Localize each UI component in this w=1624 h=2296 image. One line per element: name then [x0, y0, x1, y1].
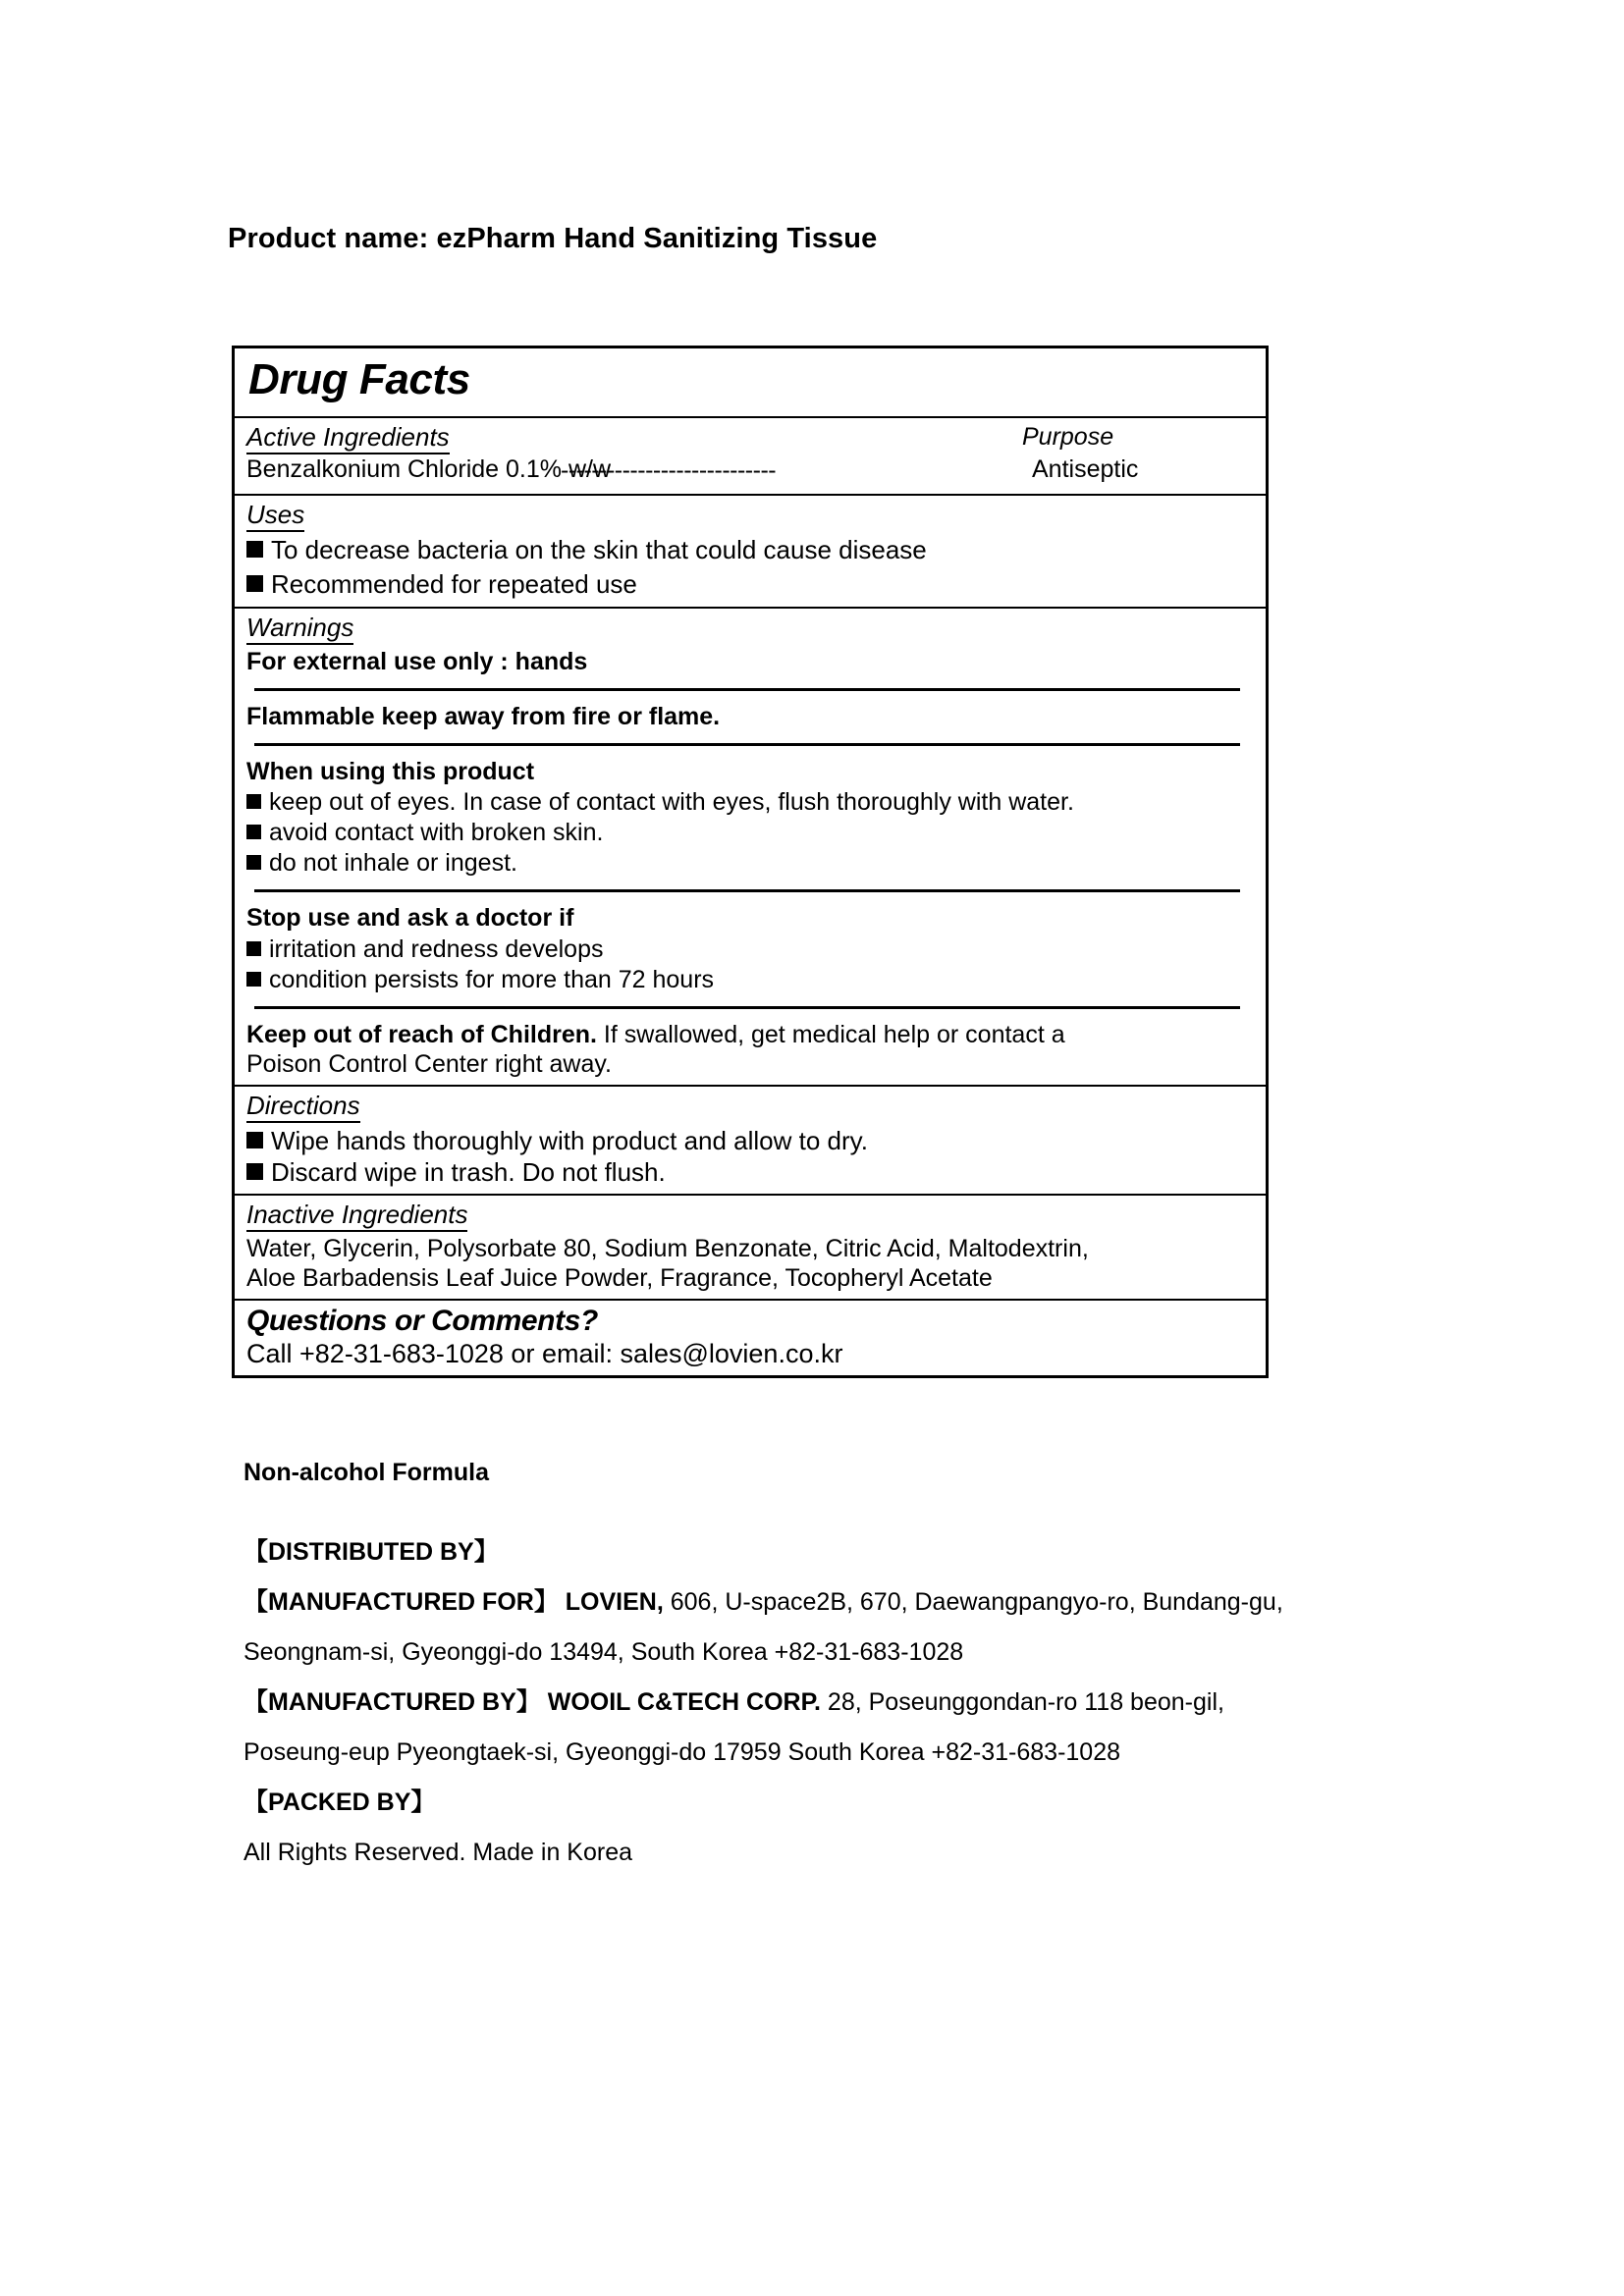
packed-by-label: 【PACKED BY】	[244, 1789, 436, 1816]
active-ingredients-heading-row	[246, 422, 1254, 455]
active-ingredients-value-row	[246, 455, 1254, 488]
keep-out-of-reach-line1	[246, 1020, 1254, 1049]
warnings-divider	[254, 1006, 1240, 1009]
when-using-item-text: avoid contact with broken skin.	[269, 819, 604, 847]
bullet-square-icon	[246, 825, 261, 839]
questions-section	[235, 1301, 1266, 1375]
inactive-ingredients-line: Water, Glycerin, Polysorbate 80, Sodium Benzonate, Citric Acid, Maltodextrin,	[246, 1235, 1089, 1263]
manufactured-by-address-line2: Poseung-eup Pyeongtaek-si, Gyeonggi-do 17959 South Korea +82-31-683-1028	[244, 1738, 1121, 1766]
keep-out-of-reach-bold-lead: Keep out of reach of Children.	[246, 1020, 597, 1048]
directions-item	[246, 1125, 1254, 1156]
warnings-divider	[254, 688, 1240, 691]
manufactured-for-address-line2: Seongnam-si, Gyeonggi-do 13494, South Korea +82-31-683-1028	[244, 1638, 964, 1666]
stop-use-item-text: irritation and redness develops	[269, 934, 604, 963]
uses-section	[235, 496, 1266, 609]
when-using-heading: When using this product	[246, 758, 535, 786]
bullet-square-icon	[246, 1163, 263, 1180]
drug-facts-title-section	[235, 348, 1266, 418]
active-ingredients-heading-wrap	[246, 422, 450, 456]
directions-heading-wrap	[246, 1091, 1254, 1125]
stop-use-heading: Stop use and ask a doctor if	[246, 904, 574, 933]
non-alcohol-formula-note: Non-alcohol Formula	[244, 1459, 489, 1486]
product-name-heading: Product name: ezPharm Hand Sanitizing Tissue	[228, 223, 878, 254]
bullet-square-icon	[246, 1132, 263, 1148]
inactive-ingredients-heading-wrap	[246, 1200, 1254, 1234]
bullet-square-icon	[246, 541, 263, 558]
warnings-heading: Warnings	[246, 613, 353, 645]
inactive-ingredients-line: Aloe Barbadensis Leaf Juice Powder, Fragrance, Tocopheryl Acetate	[246, 1264, 993, 1293]
bullet-square-icon	[246, 972, 261, 987]
bullet-square-icon	[246, 575, 263, 592]
distributed-by-label: 【DISTRIBUTED BY】	[244, 1538, 499, 1566]
when-using-item-text: do not inhale or ingest.	[269, 849, 517, 878]
drug-facts-panel	[232, 346, 1269, 1378]
uses-heading: Uses	[246, 500, 304, 532]
bullet-square-icon	[246, 941, 261, 956]
warning-external-use: For external use only : hands	[246, 647, 588, 675]
when-using-item	[246, 818, 1254, 848]
active-ingredient-purpose: Antiseptic	[1032, 454, 1139, 483]
uses-list-item	[246, 534, 1254, 565]
manufactured-by-label: 【MANUFACTURED BY】 WOOIL C&TECH CORP.	[244, 1688, 821, 1716]
manufactured-by-line	[244, 1690, 1422, 1715]
stop-use-item	[246, 965, 1254, 995]
questions-contact: Call +82-31-683-1028 or email: sales@lovien.co.kr	[246, 1339, 843, 1369]
when-using-item	[246, 848, 1254, 879]
directions-item-text: Discard wipe in trash. Do not flush.	[271, 1157, 666, 1188]
warnings-heading-wrap	[246, 613, 1254, 647]
directions-item	[246, 1156, 1254, 1188]
packed-by-line	[244, 1790, 1422, 1815]
directions-item-text: Wipe hands thoroughly with product and allow to dry.	[271, 1125, 868, 1155]
manufactured-for-address: 606, U-space2B, 670, Daewangpangyo-ro, Bundang-gu,	[663, 1588, 1283, 1616]
purpose-heading: Purpose	[1022, 422, 1114, 451]
active-ingredient-name: Benzalkonium Chloride 0.1% w/w	[246, 454, 612, 483]
active-ingredients-heading: Active Ingredients	[246, 422, 450, 454]
uses-item-text: Recommended for repeated use	[271, 569, 637, 600]
footer-block	[244, 1458, 1422, 1865]
directions-section	[235, 1087, 1266, 1197]
inactive-ingredients-heading: Inactive Ingredients	[246, 1200, 467, 1232]
keep-out-of-reach-line2: Poison Control Center right away.	[246, 1049, 612, 1078]
directions-heading: Directions	[246, 1091, 360, 1123]
when-using-item-text: keep out of eyes. In case of contact with eyes, flush thoroughly with water.	[269, 788, 1074, 817]
warnings-divider	[254, 889, 1240, 892]
manufactured-by-address: 28, Poseunggondan-ro 118 beon-gil,	[820, 1688, 1224, 1716]
manufactured-for-line	[244, 1590, 1422, 1615]
distributed-by-line	[244, 1540, 1422, 1565]
uses-list-item	[246, 568, 1254, 600]
stop-use-item	[246, 934, 1254, 965]
bullet-square-icon	[246, 794, 261, 809]
active-ingredients-section	[235, 418, 1266, 496]
warnings-divider	[254, 743, 1240, 746]
uses-item-text: To decrease bacteria on the skin that could cause disease	[271, 535, 927, 565]
manufactured-for-label: 【MANUFACTURED FOR】 LOVIEN,	[244, 1588, 664, 1616]
stop-use-item-text: condition persists for more than 72 hours	[269, 965, 715, 993]
keep-out-of-reach-rest: If swallowed, get medical help or contact a	[596, 1020, 1065, 1048]
rights-line: All Rights Reserved. Made in Korea	[244, 1839, 633, 1866]
inactive-ingredients-section	[235, 1196, 1266, 1301]
drug-facts-title: Drug Facts	[248, 355, 470, 403]
when-using-item	[246, 787, 1254, 818]
warnings-section	[235, 609, 1266, 1087]
warning-flammable: Flammable keep away from fire or flame.	[246, 702, 721, 730]
uses-heading-wrap	[246, 500, 1254, 534]
questions-heading: Questions or Comments?	[246, 1305, 598, 1338]
bullet-square-icon	[246, 855, 261, 870]
leader-dashes: ----------------------------	[561, 455, 777, 484]
